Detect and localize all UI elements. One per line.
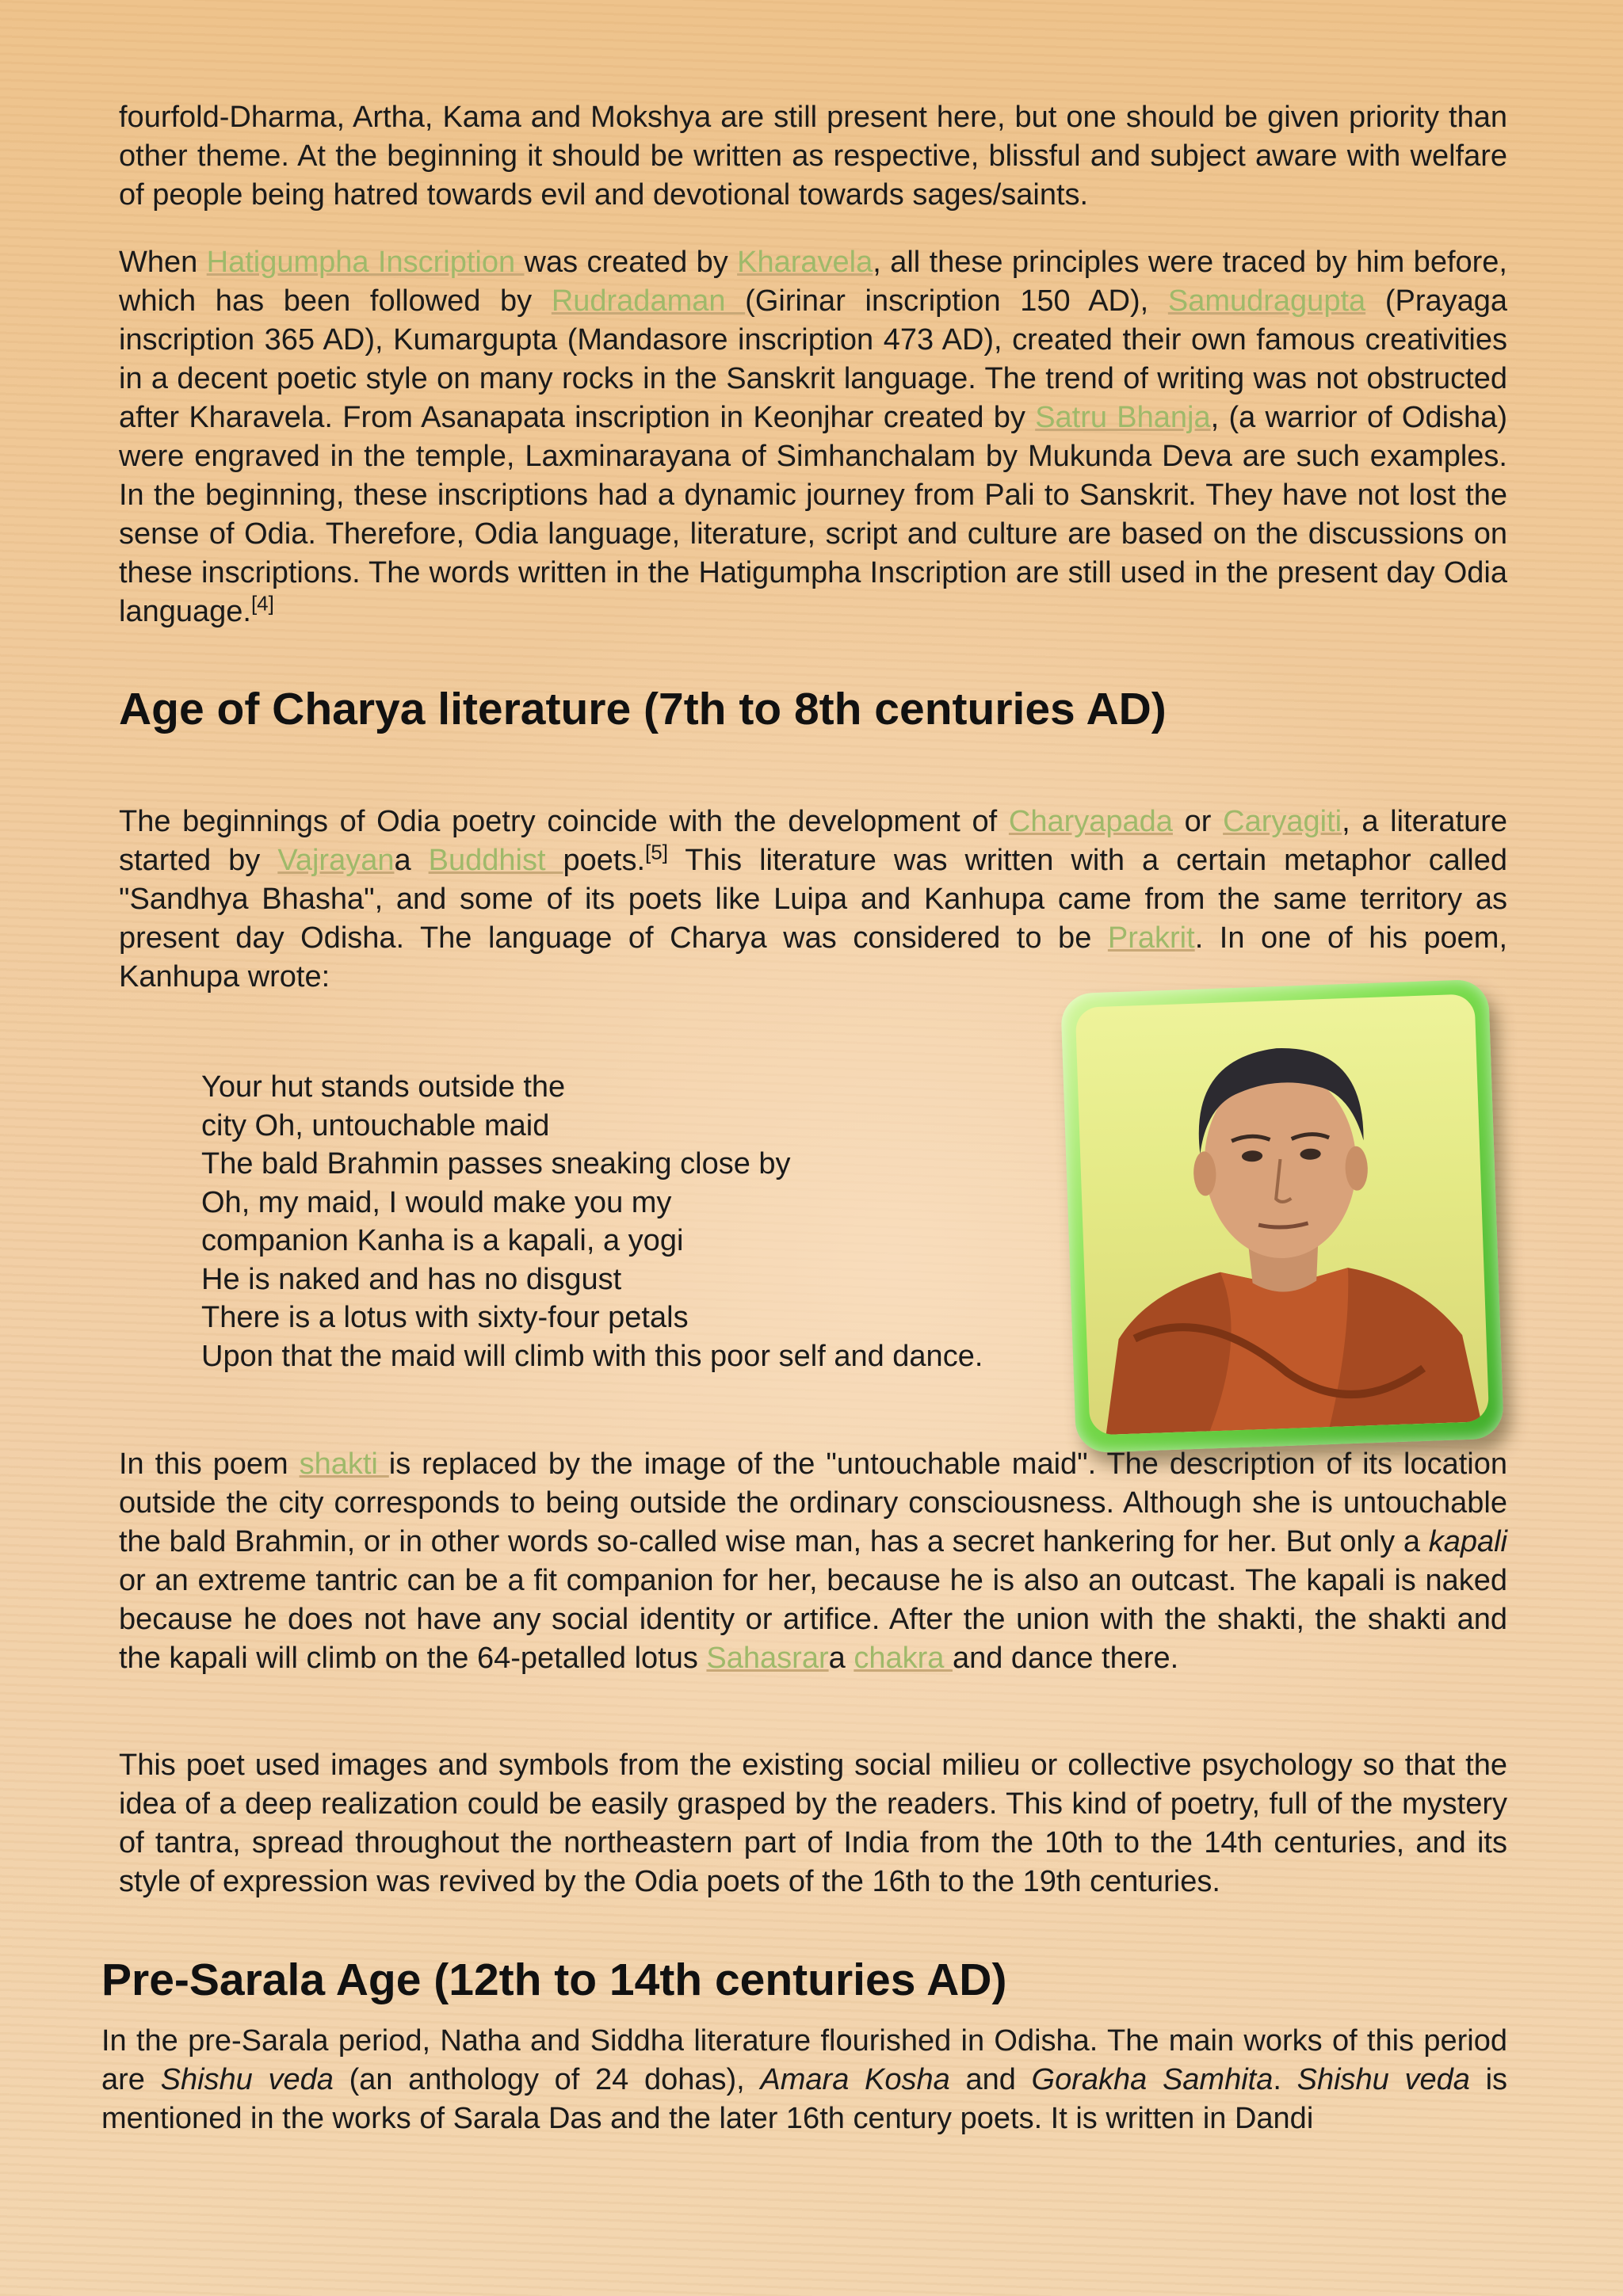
text-span: When xyxy=(119,246,207,279)
emphasis-kapali: kapali xyxy=(1428,1525,1507,1558)
poem-line: There is a lotus with sixty-four petals xyxy=(201,1301,689,1334)
text-span: a xyxy=(828,1642,854,1675)
link-vajrayana[interactable]: Vajrayan xyxy=(277,844,395,877)
text-span: (Girinar inscription 150 AD), xyxy=(745,284,1168,318)
poem-line: He is naked and has no disgust xyxy=(201,1262,622,1296)
link-samudragupta[interactable]: Samudragupta xyxy=(1167,284,1366,318)
emphasis-title: Amara Kosha xyxy=(760,2063,950,2096)
text-span: This literature was written with a certain metaphor called "Sandhya Bhasha", and some of its poets like Luipa and Kanhupa came from the same territory as present day Odisha. The language of Charya was considered to be xyxy=(119,844,1507,955)
poem-line: city Oh, untouchable maid xyxy=(201,1108,550,1142)
link-prakrit[interactable]: Prakrit xyxy=(1107,921,1195,955)
link-chakra[interactable]: chakra xyxy=(854,1642,953,1675)
shakti-paragraph xyxy=(119,1445,1507,1678)
emphasis-title: Gorakha Samhita xyxy=(1031,2063,1274,2096)
text-span: . xyxy=(1273,2063,1297,2096)
link-caryagiti[interactable]: Caryagiti xyxy=(1223,805,1342,838)
text-span: or xyxy=(1172,805,1224,838)
emphasis-title: Shishu veda xyxy=(1296,2063,1470,2096)
text-span: poets. xyxy=(563,844,646,877)
text-span: , all these principles were traced by him before, which has been followed by xyxy=(119,246,1507,318)
link-hatigumpha-inscription[interactable]: Hatigumpha Inscription xyxy=(206,246,525,279)
link-shakti[interactable]: shakti xyxy=(299,1447,389,1481)
text-span: was created by xyxy=(524,246,738,279)
link-buddhist[interactable]: Buddhist xyxy=(428,844,563,877)
portrait-image-frame xyxy=(1060,979,1504,1453)
portrait-image xyxy=(1075,994,1490,1435)
text-span: The beginnings of Odia poetry coincide with the development of xyxy=(119,805,1009,838)
text-span: or an extreme tantric can be a fit companion for her, because he is also an outcast. The kapali is naked because he does not have any social identity or artifice. After the union with the shakti, the shakti and the kapali will climb on the 64-petalled lotus xyxy=(119,1564,1507,1675)
text-span: In this poem xyxy=(119,1447,300,1481)
text-span: is mentioned in the works of Sarala Das and the later 16th century poets. It is written in Dandi xyxy=(101,2063,1508,2135)
text-span: , (a warrior of Odisha) were engraved in the temple, Laxminarayana of Simhanchalam by Mukunda Deva are such examples. In the beginning, these inscriptions had a dynamic journey from Pali to Sanskrit. They have not lost the sense of Odia. Therefore, Odia language, literature, script and culture are based on the discussions on these inscriptions. The words written in the Hatigumpha Inscription are still used in the present day Odia language. xyxy=(119,401,1507,628)
hatigumpha-paragraph xyxy=(119,243,1507,631)
emphasis-title: Shishu veda xyxy=(160,2063,334,2096)
pre-sarala-paragraph xyxy=(101,2022,1507,2138)
text-span: a xyxy=(394,844,429,877)
poem-line: Oh, my maid, I would make you my xyxy=(201,1185,672,1219)
link-kharavela[interactable]: Kharavela xyxy=(737,246,873,279)
text-span: (an anthology of 24 dohas), xyxy=(333,2063,761,2096)
text-span: is replaced by the image of the "untouchable maid". The description of its location outside the city corresponds to being outside the ordinary consciousness. Although she is untouchable the bald Brahmin, or in other words so-called wise man, has a secret hankering for her. But only a xyxy=(119,1447,1507,1558)
link-charyapada[interactable]: Charyapada xyxy=(1008,805,1173,838)
reference-5[interactable]: [5] xyxy=(645,840,668,864)
poem-line: companion Kanha is a kapali, a yogi xyxy=(201,1224,684,1257)
text-span: and xyxy=(949,2063,1032,2096)
poem-block xyxy=(201,1068,983,1375)
section-heading-charya: Age of Charya literature (7th to 8th centuries AD) xyxy=(119,684,1167,734)
reference-4[interactable]: [4] xyxy=(250,591,274,616)
text-span: . In one of his poem, Kanhupa wrote: xyxy=(119,921,1507,994)
poem-line: The bald Brahmin passes sneaking close by xyxy=(201,1147,791,1180)
text-span: In the pre-Sarala period, Natha and Siddha literature flourished in Odisha. The main works of this period are xyxy=(101,2024,1507,2096)
link-sahasrara[interactable]: Sahasrar xyxy=(706,1642,829,1675)
intro-paragraph: fourfold-Dharma, Artha, Kama and Mokshya are still present here, but one should be given priority than other theme. At the beginning it should be written as respective, blissful and subject aware with welfare of people being hatred towards evil and devotional towards sages/saints. xyxy=(119,101,1507,212)
poem-line: Your hut stands outside the xyxy=(201,1070,566,1104)
link-rudradaman[interactable]: Rudradaman xyxy=(551,284,746,318)
charya-paragraph xyxy=(119,803,1507,997)
text-span: , a literature started by xyxy=(119,805,1507,877)
tantra-paragraph: This poet used images and symbols from the existing social milieu or collective psychology so that the idea of a deep realization could be easily grasped by the readers. This kind of poetry, full of the mystery of tantra, spread throughout the northeastern part of India from the 10th to the 14th centuries, and its style of expression was revived by the Odia poets of the 16th to the 19th centuries. xyxy=(119,1749,1507,1898)
text-span: (Prayaga inscription 365 AD), Kumargupta (Mandasore inscription 473 AD), created their own famous creativities in a decent poetic style on many rocks in the Sanskrit language. The trend of writing was not obstructed after Kharavela. From Asanapata inscription in Keonjhar created by xyxy=(119,284,1508,434)
poem-line: Upon that the maid will climb with this poor self and dance. xyxy=(201,1339,983,1373)
text-span: and dance there. xyxy=(952,1642,1179,1675)
section-heading-pre-sarala: Pre-Sarala Age (12th to 14th centuries AD) xyxy=(101,1955,1007,2005)
link-satru-bhanja[interactable]: Satru Bhanja xyxy=(1035,401,1211,434)
